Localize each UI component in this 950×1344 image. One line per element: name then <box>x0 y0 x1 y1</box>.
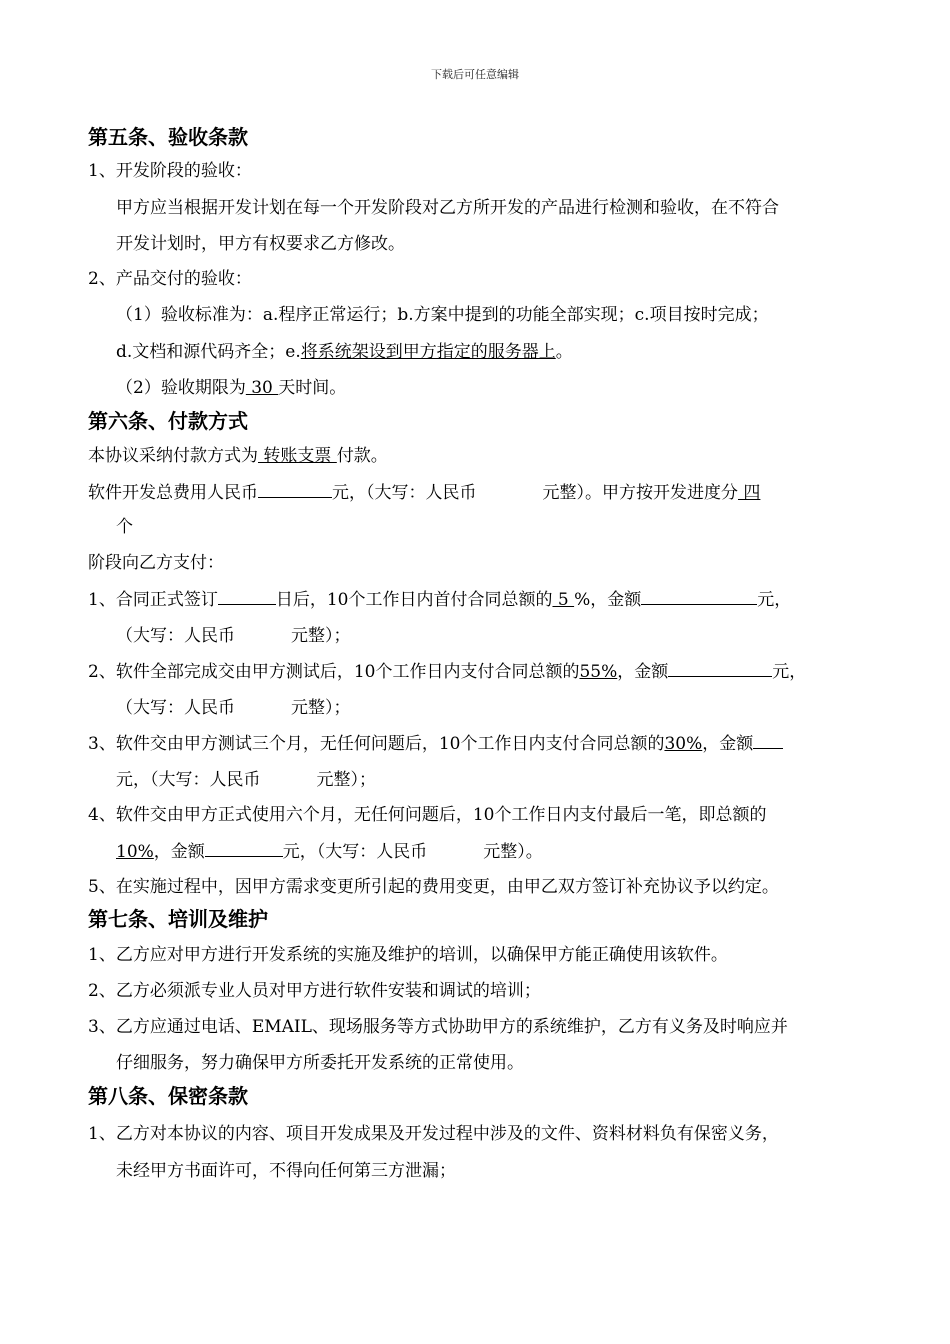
s7-item-3a: 3、乙方应通过电话、EMAIL、现场服务等方式协助甲方的系统维护，乙方有义务及时响应并 <box>88 1017 788 1037</box>
s6-total-fee <box>88 481 760 504</box>
p3-percent: 30% <box>664 734 703 754</box>
p4-upper-label: 元，（大写：人民币 <box>282 842 428 862</box>
p3-amount-blank[interactable] <box>753 732 783 749</box>
payment-3 <box>88 732 783 755</box>
payment-4: 4、软件交由甲方正式使用六个月，无任何问题后，10个工作日内支付最后一笔，即总额的 <box>88 805 767 825</box>
p4-upper-end: 元整）。 <box>483 842 543 862</box>
s5-para-1b: 开发计划时，甲方有权要求乙方修改。 <box>116 234 405 254</box>
payment-3-upper <box>116 769 376 791</box>
section-7-title: 第七条、培训及维护 <box>88 907 268 931</box>
s5-para-1a: 甲方应当根据开发计划在每一个开发阶段对乙方所开发的产品进行检测和验收，在不符合 <box>116 198 779 218</box>
section-8-title: 第八条、保密条款 <box>88 1084 248 1108</box>
s7-item-1: 1、乙方应对甲方进行开发系统的实施及维护的培训，以确保甲方能正确使用该软件。 <box>88 945 728 965</box>
p2-amount-label: ，金额 <box>617 662 669 682</box>
p1-date-blank[interactable] <box>218 588 276 605</box>
p4-percent: 10% <box>116 842 154 862</box>
fee-stage-count: 四 <box>738 483 761 503</box>
section-6-title: 第六条、付款方式 <box>88 409 248 433</box>
p3-text: 3、软件交由甲方测试三个月，无任何问题后，10个工作日内支付合同总额的 <box>88 734 665 754</box>
s7-item-3b: 仔细服务，努力确保甲方所委托开发系统的正常使用。 <box>116 1053 524 1073</box>
s5-item-2: 2、产品交付的验收： <box>88 269 252 289</box>
method-label: 本协议采纳付款方式为 <box>88 446 258 466</box>
period-unit: 天时间。 <box>278 378 347 398</box>
p1-upper-end: 元整）； <box>291 626 351 646</box>
method-end: 付款。 <box>336 446 388 466</box>
p1-text-2: 日后，10个工作日内首付合同总额的 <box>275 590 553 610</box>
p3-amount-label: ，金额 <box>702 734 754 754</box>
fee-stage-label: 元整）。甲方按开发进度分 <box>542 483 738 503</box>
p2-unit: 元， <box>772 662 807 682</box>
period-label: （2）验收期限为 <box>116 378 246 398</box>
fee-upper-label: 元，（大写：人民币 <box>332 483 477 503</box>
payment-2 <box>88 660 806 683</box>
p1-upper-label: （大写：人民币 <box>116 626 235 646</box>
payment-1 <box>88 588 791 611</box>
p1-amount-label: %，金额 <box>574 590 642 610</box>
criteria-end: 。 <box>555 342 573 362</box>
p3-upper-label: 元，（大写：人民币 <box>116 770 261 790</box>
s5-item-1: 1、开发阶段的验收： <box>88 161 252 181</box>
p1-unit: 元， <box>757 590 792 610</box>
p2-upper-label: （大写：人民币 <box>116 698 235 718</box>
payment-2-upper <box>116 697 351 719</box>
payment-5: 5、在实施过程中，因甲方需求变更所引起的费用变更，由甲乙双方签订补充协议予以约定。 <box>88 877 779 897</box>
p2-percent: 55% <box>579 662 618 682</box>
p4-amount-label: ，金额 <box>153 842 205 862</box>
fee-blank[interactable] <box>258 481 332 498</box>
s6-stage-intro: 阶段向乙方支付： <box>88 553 224 573</box>
page-header: 下载后可任意编辑 <box>431 68 519 81</box>
section-5-title: 第五条、验收条款 <box>88 125 248 149</box>
s5-criteria-1: （1）验收标准为：a.程序正常运行；b.方案中提到的功能全部实现；c.项目按时完成； <box>116 305 769 325</box>
criteria-underlined: 将系统架设到甲方指定的服务器上 <box>300 342 556 362</box>
payment-4-amount <box>116 840 543 863</box>
period-days: 30 <box>245 378 279 398</box>
s8-item-1a: 1、乙方对本协议的内容、项目开发成果及开发过程中涉及的文件、资料材料负有保密义务， <box>88 1124 779 1144</box>
p4-amount-blank[interactable] <box>205 840 283 857</box>
fee-label: 软件开发总费用人民币 <box>88 483 258 503</box>
p2-amount-blank[interactable] <box>668 660 772 677</box>
criteria-text: d.文档和源代码齐全；e. <box>116 342 301 362</box>
s6-stage-unit: 个 <box>116 517 133 537</box>
p1-amount-blank[interactable] <box>641 588 757 605</box>
p3-upper-end: 元整）； <box>316 770 376 790</box>
p1-percent: 5 <box>552 590 575 610</box>
s5-period <box>116 377 346 399</box>
s5-criteria-2 <box>116 341 573 363</box>
s8-item-1b: 未经甲方书面许可，不得向任何第三方泄漏； <box>116 1161 456 1181</box>
method-value: 转账支票 <box>258 446 337 466</box>
payment-1-upper <box>116 625 351 647</box>
p2-upper-end: 元整）； <box>291 698 351 718</box>
s6-method <box>88 445 388 467</box>
s7-item-2: 2、乙方必须派专业人员对甲方进行软件安装和调试的培训； <box>88 981 541 1001</box>
p2-text: 2、软件全部完成交由甲方测试后，10个工作日内支付合同总额的 <box>88 662 580 682</box>
p1-text: 1、合同正式签订 <box>88 590 218 610</box>
